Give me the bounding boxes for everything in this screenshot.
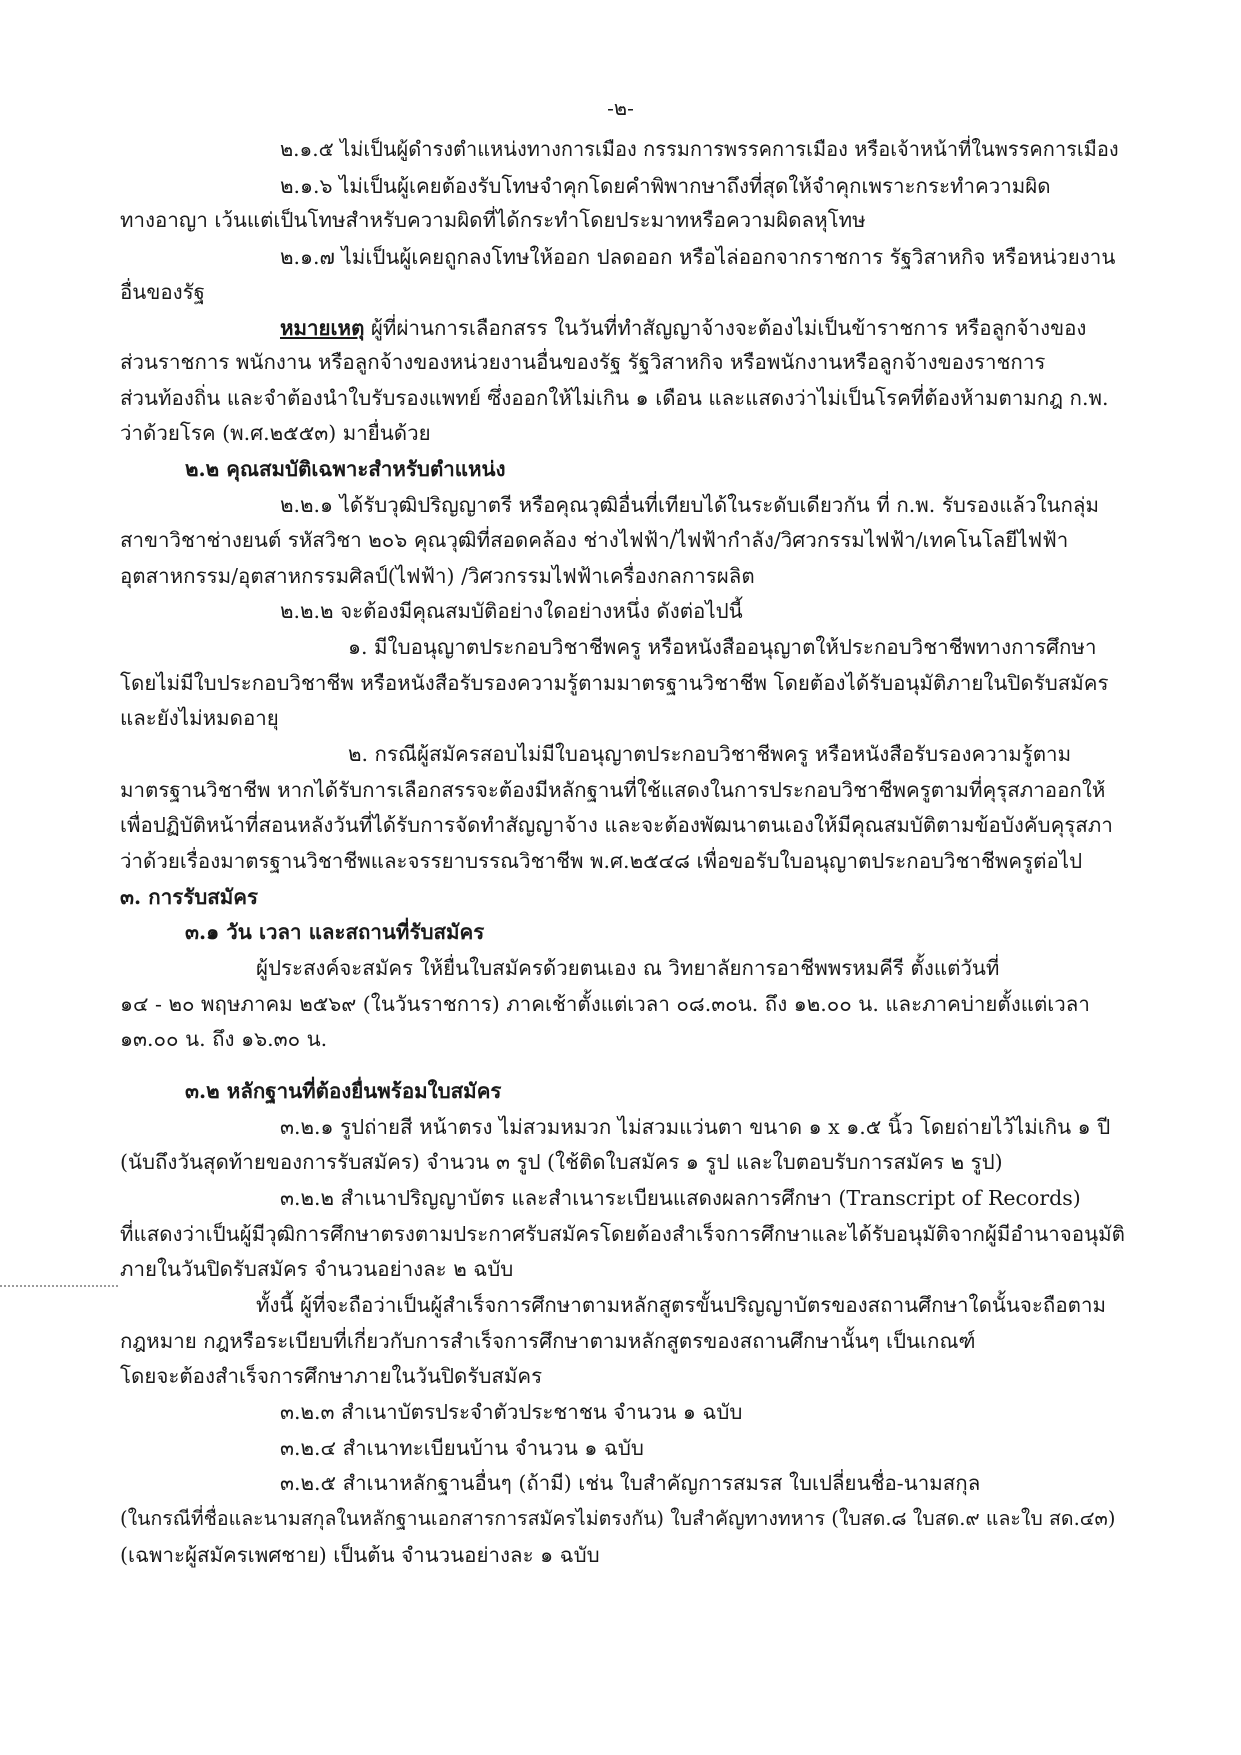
clause-2-2-1-cont-2: อุตสาหกรรม/อุตสาหกรรมศิลป์(ไฟฟ้า) /วิศวกรรมไฟฟ้าเครื่องกลการผลิต — [120, 564, 755, 588]
clause-3-2-5-cont-1: (ในกรณีที่ชื่อและนามสกุลในหลักฐานเอกสารการสมัครไม่ตรงกัน) ใบสำคัญทางทหาร (ใบสด.๘ ใบสด.๙ และใบ สด.๔๓) — [120, 1507, 1116, 1530]
page-number: -๒- — [607, 96, 634, 120]
note-cont-2: โดยจะต้องสำเร็จการศึกษาภายในวันปิดรับสมัคร — [120, 1364, 543, 1388]
clause-2-2-1-cont-1: สาขาวิชาช่างยนต์ รหัสวิชา ๒๐๖ คุณวุฒิที่สอดคล้อง ช่างไฟฟ้า/ไฟฟ้ากำลัง/วิศวกรรมไฟฟ้า/เทคโนโลยีไฟฟ้า — [120, 528, 1069, 552]
note-cont-1: กฎหมาย กฎหรือระเบียบที่เกี่ยวกับการสำเร็จการศึกษาตามหลักสูตรของสถานศึกษานั้นๆ เป็นเกณฑ์ — [120, 1329, 976, 1353]
remark-cont-2: ส่วนท้องถิ่น และจำต้องนำใบรับรองแพทย์ ซึ่งออกให้ไม่เกิน ๑ เดือน และแสดงว่าไม่เป็นโรคที่ต้องห้ามตามกฎ ก.พ. — [120, 386, 1109, 410]
item-2-cont-3: ว่าด้วยเรื่องมาตรฐานวิชาชีพและจรรยาบรรณวิชาชีพ พ.ศ.๒๕๔๘ เพื่อขอรับใบอนุญาตประกอบวิชาชีพครูต่อไป — [120, 849, 1083, 873]
item-2-cont-2: เพื่อปฏิบัติหน้าที่สอนหลังวันที่ได้รับการจัดทำสัญญาจ้าง และจะต้องพัฒนาตนเองให้มีคุณสมบัติตามข้อบังคับคุรุสภา — [120, 813, 1113, 837]
clause-3-2-1-cont: (นับถึงวันสุดท้ายของการรับสมัคร) จำนวน ๓ รูป (ใช้ติดใบสมัคร ๑ รูป และใบตอบรับการสมัคร ๒ รูป) — [120, 1150, 1003, 1174]
clause-3-2-4: ๓.๒.๔ สำเนาทะเบียนบ้าน จำนวน ๑ ฉบับ — [280, 1436, 644, 1460]
clause-2-2-1: ๒.๒.๑ ได้รับวุฒิปริญญาตรี หรือคุณวุฒิอื่นที่เทียบได้ในระดับเดียวกัน ที่ ก.พ. รับรองแล้วในกลุ่ม — [280, 493, 1099, 517]
clause-3-2-5-cont-2: (เฉพาะผู้สมัครเพศชาย) เป็นต้น จำนวนอย่างละ ๑ ฉบับ — [120, 1543, 600, 1567]
item-1-cont-1: โดยไม่มีใบประกอบวิชาชีพ หรือหนังสือรับรองความรู้ตามมาตรฐานวิชาชีพ โดยต้องได้รับอนุมัติภายในปิดรับสมัคร — [120, 671, 1109, 695]
clause-3-2-3: ๓.๒.๓ สำเนาบัตรประจำตัวประชาชน จำนวน ๑ ฉบับ — [280, 1400, 743, 1424]
clause-3-2-2: ๓.๒.๒ สำเนาปริญญาบัตร และสำเนาระเบียนแสดงผลการศึกษา (Transcript of Records) — [280, 1186, 1081, 1210]
section-3-1-text: ผู้ประสงค์จะสมัคร ให้ยื่นใบสมัครด้วยตนเอง ณ วิทยาลัยการอาชีพพรหมคีรี ตั้งแต่วันที่ — [256, 956, 1000, 980]
item-2-cont-1: มาตรฐานวิชาชีพ หากได้รับการเลือกสรรจะต้องมีหลักฐานที่ใช้แสดงในการประกอบวิชาชีพครูตามที่คุรุสภาออกให้ — [120, 778, 1106, 802]
clause-2-1-7-cont: อื่นของรัฐ — [120, 280, 205, 304]
clause-2-2-2: ๒.๒.๒ จะต้องมีคุณสมบัติอย่างใดอย่างหนึ่ง ดังต่อไปนี้ — [280, 599, 743, 623]
section-2-2-heading: ๒.๒ คุณสมบัติเฉพาะสำหรับตำแหน่ง — [185, 457, 506, 481]
clause-3-2-1: ๓.๒.๑ รูปถ่ายสี หน้าตรง ไม่สวมหมวก ไม่สวมแว่นตา ขนาด ๑ x ๑.๕ นิ้ว โดยถ่ายไว้ไม่เกิน ๑ ปี — [280, 1115, 1111, 1139]
note-paragraph: ทั้งนี้ ผู้ที่จะถือว่าเป็นผู้สำเร็จการศึกษาตามหลักสูตรขั้นปริญญาบัตรของสถานศึกษาใดนั้นจะถือตาม — [256, 1293, 1106, 1317]
item-1: ๑. มีใบอนุญาตประกอบวิชาชีพครู หรือหนังสืออนุญาตให้ประกอบวิชาชีพทางการศึกษา — [348, 635, 1097, 659]
section-3-2-heading: ๓.๒ หลักฐานที่ต้องยื่นพร้อมใบสมัคร — [185, 1079, 502, 1103]
remark-text: ผู้ที่ผ่านการเลือกสรร ในวันที่ทำสัญญาจ้างจะต้องไม่เป็นข้าราชการ หรือลูกจ้างของ — [370, 316, 1087, 340]
clause-2-1-6-cont: ทางอาญา เว้นแต่เป็นโทษสำหรับความผิดที่ได้กระทำโดยประมาทหรือความผิดลหุโทษ — [120, 208, 866, 232]
section-3-1-cont-1: ๑๔ - ๒๐ พฤษภาคม ๒๕๖๙ (ในวันราชการ) ภาคเช้าตั้งแต่เวลา ๐๘.๓๐น. ถึง ๑๒.๐๐ น. และภาคบ่ายตั้งแต่เวลา — [120, 992, 1090, 1016]
remark-cont-1: ส่วนราชการ พนักงาน หรือลูกจ้างของหน่วยงานอื่นของรัฐ รัฐวิสาหกิจ หรือพนักงานหรือลูกจ้างของราชการ — [120, 350, 1046, 374]
margin-dotted-line — [0, 1285, 118, 1287]
clause-2-1-6: ๒.๑.๖ ไม่เป็นผู้เคยต้องรับโทษจำคุกโดยคำพิพากษาถึงที่สุดให้จำคุกเพราะกระทำความผิด — [280, 174, 1051, 198]
section-3-1-heading: ๓.๑ วัน เวลา และสถานที่รับสมัคร — [185, 920, 485, 944]
clause-2-1-7: ๒.๑.๗ ไม่เป็นผู้เคยถูกลงโทษให้ออก ปลดออก หรือไล่ออกจากราชการ รัฐวิสาหกิจ หรือหน่วยงาน — [280, 245, 1116, 269]
remark-line — [280, 313, 1086, 343]
clause-3-2-5: ๓.๒.๕ สำเนาหลักฐานอื่นๆ (ถ้ามี) เช่น ใบสำคัญการสมรส ใบเปลี่ยนชื่อ-นามสกุล — [280, 1471, 981, 1495]
section-3-1-cont-2: ๑๓.๐๐ น. ถึง ๑๖.๓๐ น. — [120, 1027, 328, 1051]
remark-cont-3: ว่าด้วยโรค (พ.ศ.๒๕๕๓) มายื่นด้วย — [120, 421, 431, 445]
item-1-cont-2: และยังไม่หมดอายุ — [120, 706, 279, 730]
remark-label: หมายเหตุ — [280, 316, 365, 340]
item-2: ๒. กรณีผู้สมัครสอบไม่มีใบอนุญาตประกอบวิชาชีพครู หรือหนังสือรับรองความรู้ตาม — [348, 742, 1072, 766]
section-3-heading: ๓. การรับสมัคร — [120, 885, 258, 909]
clause-3-2-2-cont-2: ภายในวันปิดรับสมัคร จำนวนอย่างละ ๒ ฉบับ — [120, 1257, 514, 1281]
clause-2-1-5: ๒.๑.๕ ไม่เป็นผู้ดำรงตำแหน่งทางการเมือง กรรมการพรรคการเมือง หรือเจ้าหน้าที่ในพรรคการเมือง — [280, 137, 1119, 161]
clause-3-2-2-cont-1: ที่แสดงว่าเป็นผู้มีวุฒิการศึกษาตรงตามประกาศรับสมัครโดยต้องสำเร็จการศึกษาและได้รับอนุมัติจากผู้มีอำนาจอนุมัติ — [120, 1222, 1125, 1246]
